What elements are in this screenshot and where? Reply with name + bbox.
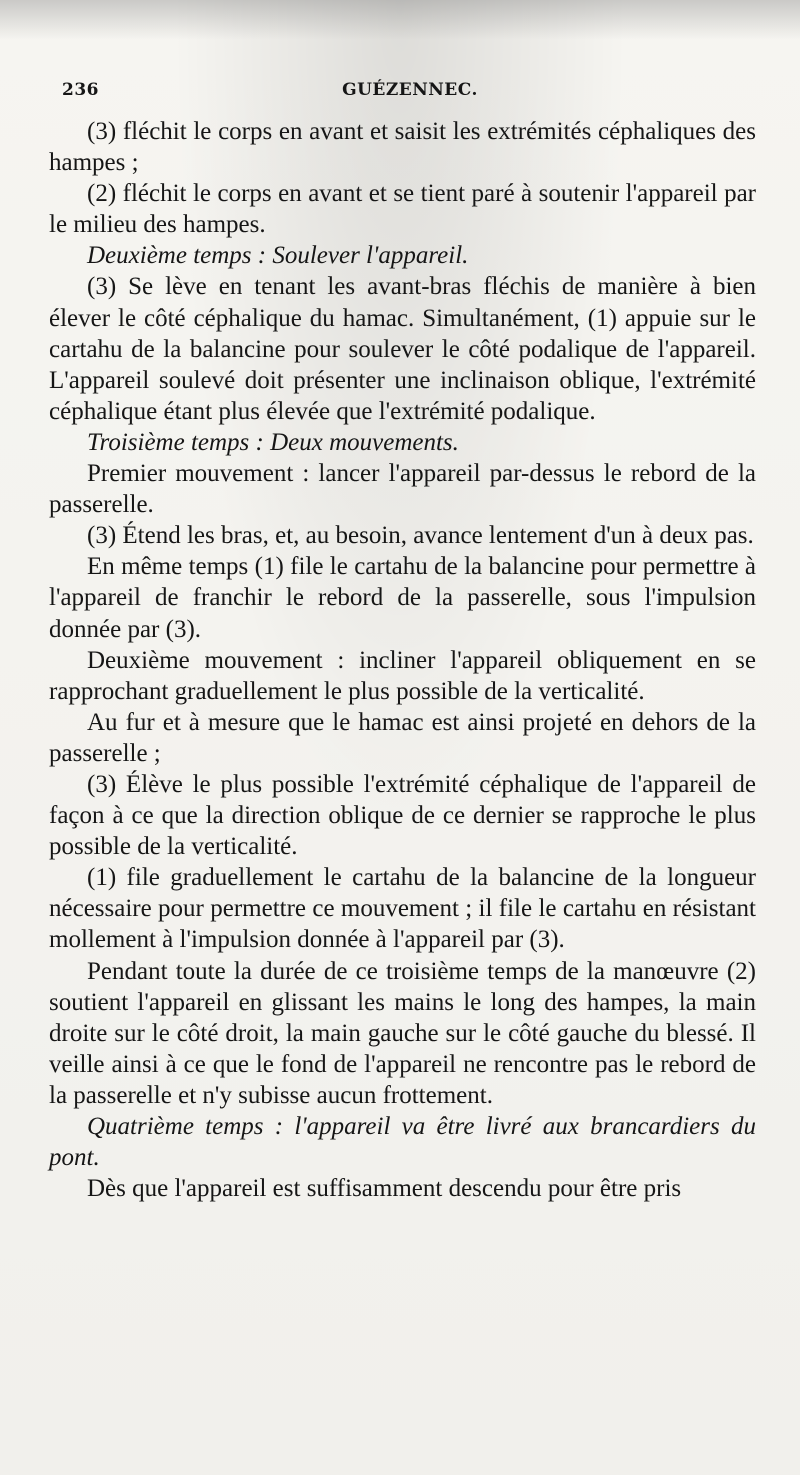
header-title: GUÉZENNEC. [342,80,478,100]
paragraph: (1) file graduellement le cartahu de la balancine de la longueur nécessaire pour permettre ce mouvement ; il file le cartahu en résistant mollement à l'impulsion donnée à l'appareil par (3). [49,864,756,954]
paragraph: Quatrième temps : l'appareil va être livré aux brancardiers du pont. [49,1113,756,1172]
paragraph: Dès que l'appareil est suffisamment descendu pour être pris [87,1175,682,1203]
paragraph: (3) Étend les bras, et, au besoin, avance lentement d'un à deux pas. [87,522,754,550]
paragraph: (3) fléchit le corps en avant et saisit les extrémités céphaliques des hampes ; [49,118,756,177]
paragraph: (3) Se lève en tenant les avant-bras fléchis de manière à bien élever le côté céphalique du hamac. Simultanément, (1) appuie sur le cartahu de la balancine pour soulever le côté podalique de l'appareil. L'appareil soulevé doit présenter une inclinaison oblique, l'extrémité céphalique étant plus élevée que l'extrémité podalique. [49,273,756,425]
running-head [62,80,758,106]
paragraph: (2) fléchit le corps en avant et se tient paré à soutenir l'appareil par le milieu des hampes. [49,180,756,239]
page-top-shadow [0,0,800,40]
body-text [49,116,756,1204]
paragraph: Premier mouvement : lancer l'appareil par-dessus le rebord de la passerelle. [49,460,756,519]
paragraph: Deuxième temps : Soulever l'appareil. [87,242,469,270]
paragraph: En même temps (1) file le cartahu de la balancine pour permettre à l'appareil de franchir le rebord de la passerelle, sous l'impulsion donnée par (3). [49,553,756,643]
paragraph: Au fur et à mesure que le hamac est ainsi projeté en dehors de la passerelle ; [49,708,756,767]
paragraph: (3) Élève le plus possible l'extrémité céphalique de l'appareil de façon à ce que la direction oblique de ce dernier se rapproche le plus possible de la verticalité. [49,770,756,861]
page-number: 236 [62,80,99,100]
paragraph: Troisième temps : Deux mouvements. [87,428,459,456]
paragraph: Pendant toute la durée de ce troisième temps de la manœuvre (2) soutient l'appareil en glissant les mains le long des hampes, la main droite sur le côté droit, la main gauche sur le côté gauche du blessé. Il veille ainsi à ce que le fond de l'appareil ne rencontre pas le rebord de la passerelle et n'y subisse aucun frottement. [49,957,756,1109]
paragraph: Deuxième mouvement : incliner l'appareil obliquement en se rapprochant graduellement le plus possible de la verticalité. [49,646,756,705]
